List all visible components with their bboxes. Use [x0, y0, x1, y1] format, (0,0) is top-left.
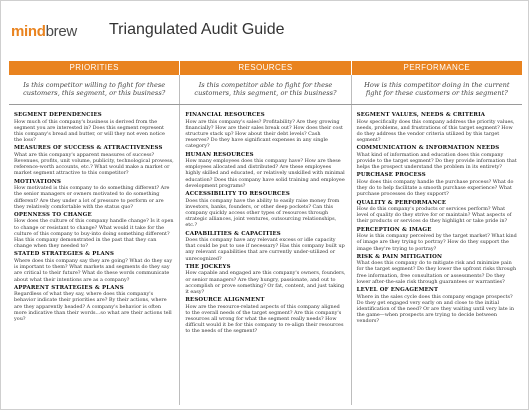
section-text: How much of this company's business is derived from the segment you are interested in? Does this segment represent this company's bread and butter, or will they not even notice the loss?	[14, 118, 165, 144]
question-priorities: Is this competitor willing to fight for these customers, this segment, or this business?	[23, 81, 166, 97]
section-text: How is this company perceived by the target market? What kind of image are they trying to portray? How do they support the image they're trying to portray?	[356, 233, 517, 252]
column-header-priorities: PRIORITIES	[9, 61, 179, 75]
question-resources: Is this competitor able to fight for these customers, this segment, or this business?	[179, 75, 350, 104]
mindbrew-logo: mindbrew	[11, 23, 77, 40]
question-performance: How is this competitor doing in the current fight for these customers or this segment?	[351, 75, 522, 104]
section-text: How does the culture of this company handle change? Is it open to change or resistant to change? What would it take for the culture of this company to buy-into doing something different? Has this company demonstrated in the past that they can change when they needed to?	[14, 218, 174, 250]
section-heading: CAPABILITIES & CAPACITIES	[185, 230, 281, 237]
section-heading: THE JOCKEYS	[185, 263, 231, 270]
section-text: How are this company's sales? Profitability? Are they growing financially? How are their sales break out? How does their cost structure stack up? How about their debt levels? Cash reserves? Do they have significant expenses in any single category?	[185, 118, 343, 150]
section-heading: QUALITY & PERFORMANCE	[356, 199, 447, 206]
page-title: Triangulated Audit Guide	[109, 21, 285, 38]
section-text: How motivated is this company to do something different? Are the senior managers or owners motivated to do something different? Are they under a lot of pressure to perform or are they relatively comfortable with the status quo?	[14, 185, 170, 210]
section-heading: SEGMENT DEPENDENCIES	[14, 112, 102, 118]
priorities-column	[9, 105, 179, 405]
section-heading: HUMAN RESOURCES	[185, 151, 254, 158]
section-text: How are the resource-related aspects of this company aligned to the overall needs of the target segment? Are this company's resources all wrong for what the segment really needs? How difficult would it be for this company to re-align their resources to the needs of the segment?	[185, 303, 344, 335]
question-row	[9, 75, 522, 105]
section-text: Regardless of what they say, where does this company's behavior indicate their priorities are? By their actions, where are they apparently headed? A company's behavior is often more indicative than their words…so what are their actions tell you?	[14, 291, 172, 323]
section-heading: APPARENT STRATEGIES & PLANS	[14, 284, 124, 291]
section-text: How many employees does this company have? How are these employees allocated and distributed? Are these employees highly skilled and educated, or relatively unskilled with minimal education? Does this company have solid training and employee development programs?	[185, 158, 345, 189]
section-text: How capable and engaged are this company's owners, founders, or senior managers? Are they hungry, passionate, and out to accomplish or prove something? Or fat, content, and just taking it easy?	[185, 270, 346, 295]
section-heading: FINANCIAL RESOURCES	[185, 112, 265, 118]
section-heading: PERCEPTION & IMAGE	[356, 226, 432, 233]
section-heading: RESOURCE ALIGNMENT	[185, 297, 265, 304]
section-text: How specifically does this company address the priority values, needs, problems, and frustrations of this target segment? How do they address the vendor criteria utilized by this target segment?	[356, 118, 515, 144]
section-heading: STATED STRATEGIES & PLANS	[14, 251, 115, 258]
resources-column	[179, 105, 350, 405]
section-text: What kind of information and education does this company provide to the target segment? Do they provide information that helps the prospect understand the problem in its entirety?	[356, 151, 517, 171]
header	[9, 15, 522, 49]
section-heading: MEASURES OF SUCCESS & ATTRACTIVENESS	[14, 145, 163, 152]
section-heading: OPENNESS TO CHANGE	[14, 211, 92, 218]
column-header-row	[9, 61, 522, 75]
column-header-resources: RESOURCES	[179, 61, 350, 75]
section-heading: RISK & PAIN MITIGATION	[356, 253, 443, 260]
section-heading: MOTIVATIONS	[14, 178, 62, 185]
section-text: What are this company's apparent measures of success? Revenues, profits, unit volume, publicity, technological prowess, reference-worth accounts, etc.? What would make a market or market segment attractive to this competitor?	[14, 151, 174, 177]
column-header-performance: PERFORMANCE	[351, 61, 522, 75]
section-text: Where does this company say they are going? What do they say is important to them? What markets and segments do they say are critical to their future? What do these words communicate about what their intentions are as a company?	[14, 257, 173, 283]
section-heading: LEVEL OF ENGAGEMENT	[356, 287, 439, 294]
section-text: Does this company have any relevant excess or idle capacity that could be put to use if necessary? Has this company built up any relevant capabilities that are currently under-utilized or unrecognized?	[185, 237, 345, 262]
section-heading: PURCHASE PROCESS	[356, 172, 426, 179]
section-text: Where in the sales cycle does this company engage prospects? Do they get engaged very early on and close to the initial identification of the need? Or are they waiting until very late in the game—when prospects are trying to decide between vendors?	[356, 293, 514, 325]
performance-column	[351, 105, 522, 405]
audit-grid	[9, 61, 522, 405]
section-text: How do this company's products or services perform? What level of quality do they strive for or maintain? What aspects of their products or services do they highlight or take pride in?	[356, 206, 512, 225]
section-text: Does this company have the ability to easily raise money from investors, banks, founders, or other deep pockets? Can this company quickly access other types of resources through strategic alliances, joint ventures, outsourcing relationships, etc.?	[185, 197, 340, 229]
sections-row	[9, 105, 522, 405]
section-text: How does this company handle the purchase process? What do they do to help facilitate a smooth purchase experience? What purchase processes do they support?	[356, 178, 514, 198]
section-heading: COMMUNICATION & INFORMATION NEEDS	[356, 145, 500, 152]
section-text: What does this company do to mitigate risk and minimize pain for the target segment? Do they lower the upfront risks through free information, free consultation or assessments? Do they lower after-the-sale risk through guarantees or warranties?	[356, 260, 517, 285]
section-heading: ACCESSIBILITY TO RESOURCES	[185, 191, 290, 198]
section-heading: SEGMENT VALUES, NEEDS & CRITERIA	[356, 112, 486, 118]
